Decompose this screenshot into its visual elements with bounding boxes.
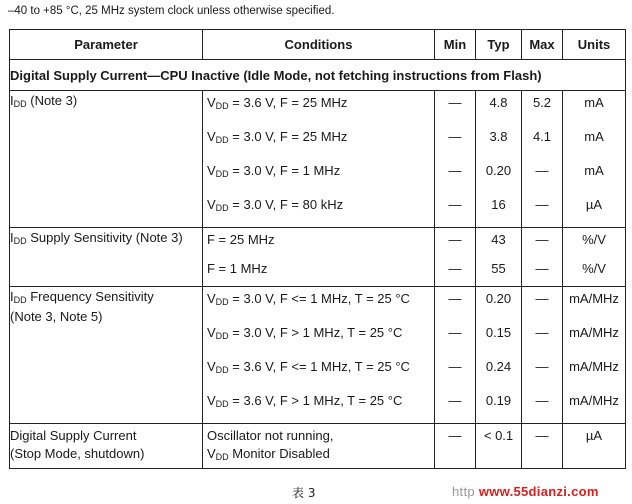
cond-stop-mode: Oscillator not running, $V_{DD}$ Monitor Disabled [203,424,435,469]
param-idd: $I_{DD}$ (Note 3) [10,91,203,228]
table-row-freq-sensitivity [10,287,626,424]
header-row [10,30,626,60]
min-supply-sensitivity: — — [435,228,476,287]
header-min: Min [435,30,476,60]
param-freq-sensitivity: $I_{DD}$ Frequency Sensitivity (Note 3, Note 5) [10,287,203,424]
spec-table [9,29,626,469]
conditions-note: –40 to +85 °C, 25 MHz system clock unless otherwise specified. [8,5,335,17]
max-stop-mode: — [522,424,563,469]
watermark: http www.55dianzi.com [452,484,599,499]
table-row-stop-mode [10,424,626,469]
header-max: Max [522,30,563,60]
table-caption: 表 3 [292,486,316,500]
param-supply-sensitivity: $I_{DD}$ Supply Sensitivity (Note 3) [10,228,203,287]
header-typ: Typ [476,30,522,60]
cond-supply-sensitivity: F = 25 MHz F = 1 MHz [203,228,435,287]
section-row [10,60,626,91]
typ-freq-sensitivity: 0.20 0.15 0.24 0.19 [476,287,522,424]
units-freq-sensitivity: mA/MHz mA/MHz mA/MHz mA/MHz [563,287,626,424]
typ-stop-mode: < 0.1 [476,424,522,469]
param-stop-mode: Digital Supply Current (Stop Mode, shutdown) [10,424,203,469]
units-stop-mode: µA [563,424,626,469]
header-units: Units [563,30,626,60]
max-idd: 5.2 4.1 — — [522,91,563,228]
units-supply-sensitivity: %/V %/V [563,228,626,287]
typ-idd: 4.8 3.8 0.20 16 [476,91,522,228]
cond-freq-sensitivity: $V_{DD} = 3.0$ V, F <= 1 MHz, T = 25 °C $V_{DD} = 3.0$ V, F > 1 MHz, T = 25 °C $V_{DD} = 3.6$ V, F <= 1 MHz, T = 25 °C $V_{DD} = 3.6$ V, F > 1 MHz, T = 25 °C [203,287,435,424]
min-freq-sensitivity: — — — — [435,287,476,424]
min-stop-mode: — [435,424,476,469]
max-freq-sensitivity: — — — — [522,287,563,424]
units-idd: mA mA mA µA [563,91,626,228]
table-row-idd [10,91,626,228]
table-row-supply-sensitivity [10,228,626,287]
section-title: Digital Supply Current—CPU Inactive (Idle Mode, not fetching instructions from Flash) [10,60,626,91]
header-parameter: Parameter [10,30,203,60]
cond-idd: $V_{DD} = 3.6$ V, F = 25 MHz $V_{DD} = 3.0$ V, F = 25 MHz $V_{DD} = 3.0$ V, F = 1 MHz $V_{DD} = 3.0$ V, F = 80 kHz [203,91,435,228]
header-conditions: Conditions [203,30,435,60]
typ-supply-sensitivity: 43 55 [476,228,522,287]
max-supply-sensitivity: — — [522,228,563,287]
min-idd: — — — — [435,91,476,228]
